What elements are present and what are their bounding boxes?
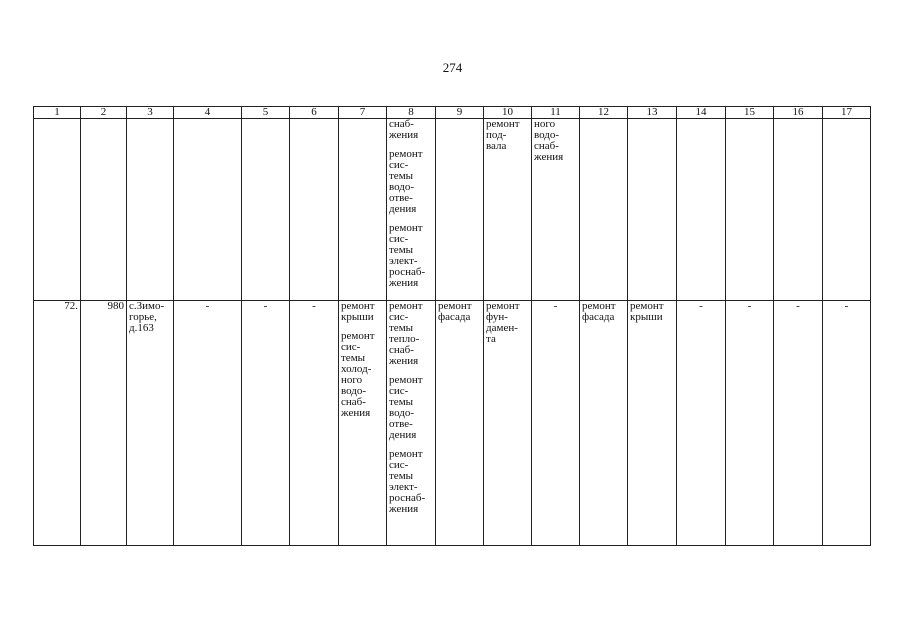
work-item-line: водо- <box>389 181 415 193</box>
work-item-line: элект- <box>389 255 418 267</box>
cell-dash: - <box>677 301 726 546</box>
table-row-continued <box>34 119 871 301</box>
table-row-72 <box>34 301 871 546</box>
cell-dash: - <box>290 301 339 546</box>
cell-dash: - <box>823 301 871 546</box>
work-item-line: снаб- <box>389 118 414 130</box>
work-item <box>389 301 433 367</box>
work-item-line: отве- <box>389 418 413 430</box>
col-header: 3 <box>127 107 174 119</box>
work-item <box>582 301 625 323</box>
work-item-line: жения <box>341 407 371 419</box>
work-item-line: сис- <box>389 233 409 245</box>
work-item <box>486 301 529 345</box>
col-header: 12 <box>580 107 628 119</box>
col-header: 9 <box>436 107 484 119</box>
column-number-row <box>34 107 871 119</box>
work-item-line: фун- <box>486 311 508 323</box>
cell-works <box>387 119 436 301</box>
work-item-line: ремонт <box>389 222 423 234</box>
work-item-line: жения <box>389 503 419 515</box>
work-item-line: роснаб- <box>389 266 426 278</box>
repair-schedule-table <box>33 106 871 546</box>
work-item-line: ремонт <box>389 374 423 386</box>
col-header: 16 <box>774 107 823 119</box>
work-item-line: фасада <box>582 311 615 323</box>
col-header: 2 <box>81 107 127 119</box>
cell-row-number: 72. <box>34 301 81 546</box>
work-item-line: темы <box>389 322 414 334</box>
work-item-line: ремонт <box>630 300 664 312</box>
work-item-line: ремонт <box>341 330 375 342</box>
work-item-line: водо- <box>341 385 367 397</box>
col-header: 4 <box>174 107 242 119</box>
cell-line: горье, <box>129 311 157 323</box>
work-item-line: снаб- <box>534 140 559 152</box>
work-item-line: темы <box>389 244 414 256</box>
work-item-line: сис- <box>389 459 409 471</box>
cell-line: д.163 <box>129 322 154 334</box>
work-item-line: ремонт <box>438 300 472 312</box>
work-item-line: ремонт <box>486 300 520 312</box>
cell-dash: - <box>532 301 580 546</box>
work-item-line: снаб- <box>389 344 414 356</box>
work-item-line: фасада <box>438 311 471 323</box>
cell-dash: - <box>774 301 823 546</box>
work-item <box>389 375 433 441</box>
work-item-line: водо- <box>389 407 415 419</box>
col-header: 11 <box>532 107 580 119</box>
work-item-line: темы <box>389 470 414 482</box>
cell-works <box>484 301 532 546</box>
work-item-line: роснаб- <box>389 492 426 504</box>
work-item-line: жения <box>389 355 419 367</box>
col-header: 10 <box>484 107 532 119</box>
work-item <box>389 449 433 515</box>
work-item-line: дения <box>389 203 417 215</box>
work-item-line: крыши <box>630 311 663 323</box>
cell-address <box>127 301 174 546</box>
work-item-line: ного <box>341 374 363 386</box>
work-item-line: ного <box>534 118 556 130</box>
cell-dash: - <box>242 301 290 546</box>
cell-dash: - <box>726 301 774 546</box>
work-item <box>389 149 433 215</box>
col-header: 8 <box>387 107 436 119</box>
work-item <box>341 301 384 323</box>
page-number: 274 <box>442 60 463 75</box>
col-header: 14 <box>677 107 726 119</box>
cell-works <box>580 301 628 546</box>
cell-line: с.Зимо- <box>129 300 165 312</box>
work-item-line: ремонт <box>389 148 423 160</box>
cell-works <box>628 301 677 546</box>
cell-code: 980 <box>81 301 127 546</box>
col-header: 17 <box>823 107 871 119</box>
cell-works <box>484 119 532 301</box>
cell-works <box>436 301 484 546</box>
col-header: 5 <box>242 107 290 119</box>
work-item <box>438 301 481 323</box>
work-item-line: тепло- <box>389 333 420 345</box>
cell-dash: - <box>174 301 242 546</box>
work-item-line: жения <box>534 151 564 163</box>
work-item <box>389 223 433 289</box>
work-item-line: дения <box>389 429 417 441</box>
work-item-line: сис- <box>389 159 409 171</box>
work-item-line: ремонт <box>486 118 520 130</box>
work-item <box>630 301 674 323</box>
cell-works <box>532 119 580 301</box>
work-item <box>534 119 577 163</box>
work-item-line: отве- <box>389 192 413 204</box>
col-header: 13 <box>628 107 677 119</box>
cell-works <box>387 301 436 546</box>
col-header: 1 <box>34 107 81 119</box>
work-item-line: водо- <box>534 129 560 141</box>
col-header: 7 <box>339 107 387 119</box>
work-item <box>486 119 529 152</box>
cell-works <box>339 301 387 546</box>
col-header: 15 <box>726 107 774 119</box>
work-item-line: ремонт <box>341 300 375 312</box>
work-item-line: под- <box>486 129 507 141</box>
work-item-line: ремонт <box>389 300 423 312</box>
work-item-line: сис- <box>389 311 409 323</box>
work-item-line: темы <box>389 170 414 182</box>
work-item <box>389 119 433 141</box>
work-item-line: снаб- <box>341 396 366 408</box>
work-item-line: дамен- <box>486 322 518 334</box>
work-item-line: элект- <box>389 481 418 493</box>
work-item-line: ремонт <box>389 448 423 460</box>
work-item-line: ремонт <box>582 300 616 312</box>
work-item-line: крыши <box>341 311 374 323</box>
work-item-line: жения <box>389 277 419 289</box>
work-item-line: темы <box>341 352 366 364</box>
work-item-line: темы <box>389 396 414 408</box>
work-item <box>341 331 384 419</box>
col-header: 6 <box>290 107 339 119</box>
work-item-line: сис- <box>341 341 361 353</box>
work-item-line: холод- <box>341 363 372 375</box>
work-item-line: жения <box>389 129 419 141</box>
work-item-line: вала <box>486 140 507 152</box>
work-item-line: сис- <box>389 385 409 397</box>
work-item-line: та <box>486 333 496 345</box>
